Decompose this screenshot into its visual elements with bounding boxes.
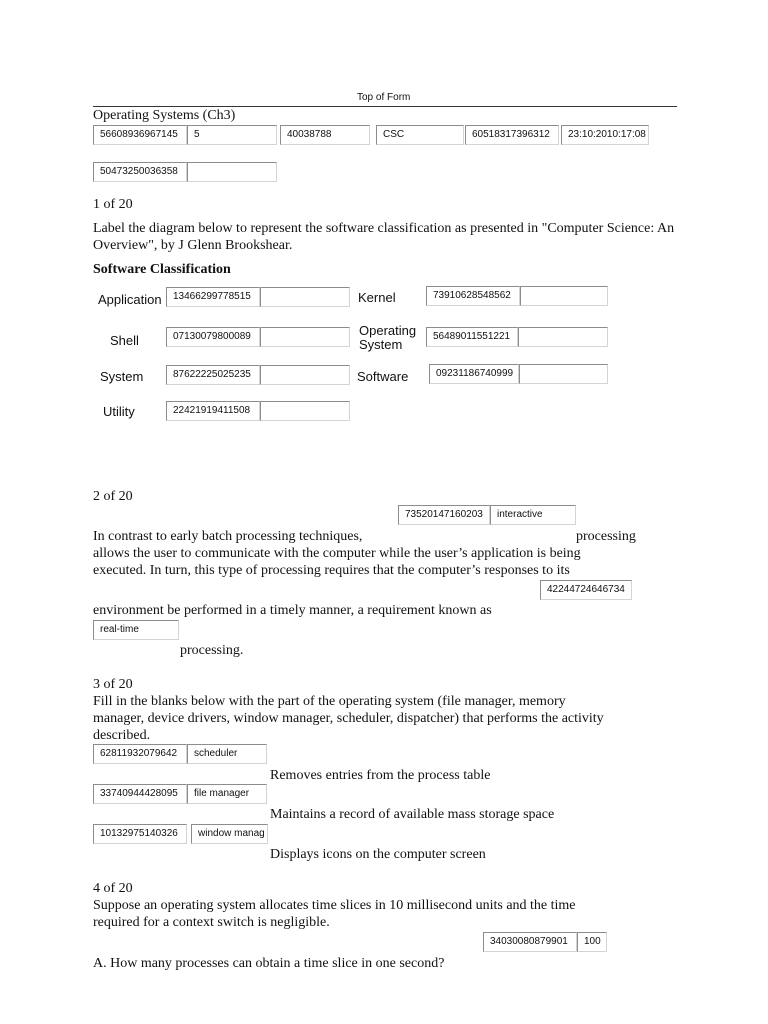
form-field-1[interactable]: 56608936967145 (93, 125, 187, 145)
label-shell: Shell (110, 333, 139, 348)
system-answer-field[interactable] (260, 365, 350, 385)
q4-code-field[interactable]: 34030080879901 (483, 932, 577, 952)
q2-line-4: environment be performed in a timely manner, a requirement known as (93, 603, 492, 618)
page-title: Operating Systems (Ch3) (93, 108, 236, 123)
q4-line-1: Suppose an operating system allocates time slices in 10 millisecond units and the time (93, 898, 576, 913)
q4-line-2: required for a context switch is negligible. (93, 915, 330, 930)
form-field-3[interactable]: 40038788 (280, 125, 370, 145)
top-of-form-label: Top of Form (357, 92, 411, 103)
system-code-field[interactable]: 87622225025235 (166, 365, 260, 385)
q2-code-field-2[interactable]: 42244724646734 (540, 580, 632, 600)
q2-answer-field-2[interactable]: real-time (93, 620, 179, 640)
q3-code-field-2[interactable]: 33740944428095 (93, 784, 187, 804)
q3-line-1: Fill in the blanks below with the part of the operating system (file manager, memory (93, 694, 566, 709)
form-field-2[interactable]: 5 (187, 125, 277, 145)
q4-question-a: A. How many processes can obtain a time slice in one second? (93, 956, 445, 971)
q3-answer-field-3[interactable]: window manag (191, 824, 268, 844)
label-operating-system: Operating System (359, 323, 417, 352)
question-3-number: 3 of 20 (93, 677, 133, 692)
diagram-heading: Software Classification (93, 262, 231, 277)
operating-system-answer-field[interactable] (518, 327, 608, 347)
form-field-8[interactable] (187, 162, 277, 182)
q3-desc-3: Displays icons on the computer screen (270, 847, 486, 862)
form-field-4[interactable]: CSC (376, 125, 464, 145)
q2-line-2: allows the user to communicate with the computer while the user’s application is being (93, 546, 581, 561)
q3-code-field-1[interactable]: 62811932079642 (93, 744, 187, 764)
label-software: Software (357, 369, 409, 384)
utility-code-field[interactable]: 22421919411508 (166, 401, 260, 421)
shell-code-field[interactable]: 07130079800089 (166, 327, 260, 347)
form-field-5[interactable]: 60518317396312 (465, 125, 559, 145)
q3-answer-field-1[interactable]: scheduler (187, 744, 267, 764)
label-utility: Utility (103, 404, 135, 419)
question-2-number: 2 of 20 (93, 489, 133, 504)
q3-desc-1: Removes entries from the process table (270, 768, 491, 783)
shell-answer-field[interactable] (260, 327, 350, 347)
utility-answer-field[interactable] (260, 401, 350, 421)
form-field-7[interactable]: 50473250036358 (93, 162, 187, 182)
q4-answer-field[interactable]: 100 (577, 932, 607, 952)
q3-desc-2: Maintains a record of available mass storage space (270, 807, 555, 822)
q2-line-5: processing. (180, 643, 244, 658)
question-4-number: 4 of 20 (93, 881, 133, 896)
q2-line-1a: In contrast to early batch processing techniques, (93, 529, 363, 544)
q3-code-field-3[interactable]: 10132975140326 (93, 824, 187, 844)
question-1-text: Label the diagram below to represent the software classification as presented in "Computer Science: An Overview", by J Glenn Brookshear. (93, 221, 675, 253)
operating-system-code-field[interactable]: 56489011551221 (426, 327, 518, 347)
kernel-code-field[interactable]: 73910628548562 (426, 286, 520, 306)
label-system: System (100, 369, 144, 384)
kernel-answer-field[interactable] (520, 286, 608, 306)
software-answer-field[interactable] (519, 364, 608, 384)
q3-line-3: described. (93, 728, 151, 743)
question-1-number: 1 of 20 (93, 197, 133, 212)
application-code-field[interactable]: 13466299778515 (166, 287, 260, 307)
q2-answer-field-1[interactable]: interactive (490, 505, 576, 525)
q2-line-1b: processing (576, 529, 636, 544)
q2-line-3: executed. In turn, this type of processing requires that the computer’s responses to its (93, 563, 570, 578)
application-answer-field[interactable] (260, 287, 350, 307)
label-kernel: Kernel (358, 290, 396, 305)
form-field-6[interactable]: 23:10:2010:17:08 (561, 125, 649, 145)
label-application: Application (98, 292, 162, 307)
software-code-field[interactable]: 09231186740999 (429, 364, 519, 384)
q3-answer-field-2[interactable]: file manager (187, 784, 267, 804)
q3-line-2: manager, device drivers, window manager, scheduler, dispatcher) that performs the activity (93, 711, 604, 726)
q2-code-field-1[interactable]: 73520147160203 (398, 505, 490, 525)
